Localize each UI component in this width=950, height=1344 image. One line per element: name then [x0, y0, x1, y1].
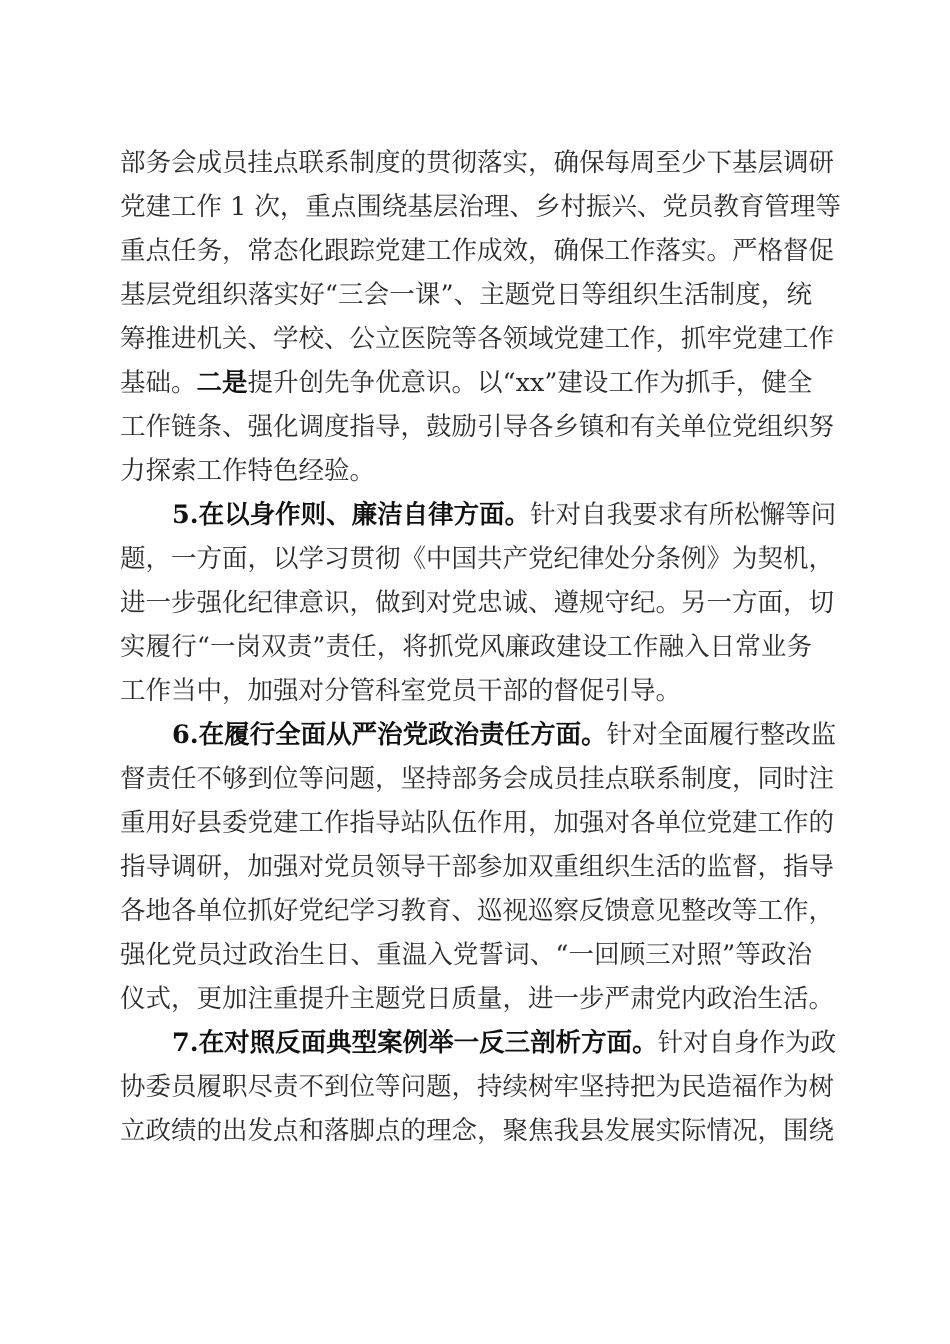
- paragraph-2-line: [120, 493, 837, 537]
- paragraph-1-line: [120, 449, 812, 493]
- body-text: 指导调研，加强对党员领导干部参加双重组织生活的监督，指导: [120, 852, 835, 882]
- body-text: 部务会成员挂点联系制度的贯彻落实，确保每周至少下基层调研: [120, 148, 835, 178]
- body-text: 提升创先争优意识。以“xx”建设工作为抓手，健全: [247, 368, 813, 398]
- body-text: 题，一方面，以学习贯彻《中国共产党纪律处分条例》为契机，: [120, 544, 835, 574]
- paragraph-1-line: [120, 405, 835, 449]
- body-text: 工作当中，加强对分管科室党员干部的督促引导。: [120, 676, 682, 706]
- body-text: 协委员履职尽责不到位等问题，持续树牢坚持把为民造福作为树: [120, 1072, 835, 1102]
- body-text: 进一步强化纪律意识，做到对党忠诚、遵规守纪。另一方面，切: [120, 588, 835, 618]
- body-text: 各地各单位抓好党纪学习教育、巡视巡察反馈意见整改等工作，: [120, 896, 835, 926]
- paragraph-3-line: [120, 845, 835, 889]
- body-text: 立政绩的出发点和落脚点的理念，聚焦我县发展实际情况，围绕: [120, 1116, 835, 1146]
- paragraph-3-line: [120, 933, 812, 977]
- body-text: 强化党员过政治生日、重温入党誓词、“一回顾三对照”等政治: [120, 940, 812, 970]
- body-text: 党建工作 1 次，重点围绕基层治理、乡村振兴、党员教育管理等: [120, 192, 841, 222]
- paragraph-1-line: [120, 317, 835, 361]
- body-text: 针对自身作为政: [657, 1028, 837, 1058]
- body-text: 实履行“一岗双责”责任，将抓党风廉政建设工作融入日常业务: [120, 632, 812, 662]
- body-text: 力探索工作特色经验。: [120, 456, 376, 486]
- body-text: 仪式，更加注重提升主题党日质量，进一步严肃党内政治生活。: [120, 984, 835, 1014]
- body-text: 针对自我要求有所松懈等问: [530, 500, 837, 530]
- body-text: 针对全面履行整改监: [606, 720, 837, 750]
- paragraph-4-line: [120, 1109, 835, 1153]
- body-text: 重用好县委党建工作指导站队伍作用，加强对各单位党建工作的: [120, 808, 835, 838]
- paragraph-1-line: [120, 185, 841, 229]
- paragraph-2-line: [120, 669, 812, 713]
- paragraph-1-line: [120, 229, 835, 273]
- paragraph-1-line: [120, 361, 812, 405]
- document-body: [120, 141, 841, 1153]
- body-text: 基层党组织落实好“三会一课”、主题党日等组织生活制度，统: [120, 280, 812, 310]
- body-text: 筹推进机关、学校、公立医院等各领域党建工作，抓牢党建工作: [120, 324, 835, 354]
- paragraph-1-line: [120, 141, 835, 185]
- paragraph-3-line: [120, 977, 835, 1021]
- bold-heading-text: 7.在对照反面典型案例举一反三剖析方面。: [172, 1028, 658, 1058]
- bold-heading-text: 5.在以身作则、廉洁自律方面。: [172, 500, 531, 530]
- paragraph-1-line: [120, 273, 812, 317]
- paragraph-3-line: [120, 889, 835, 933]
- body-text: 基础。: [120, 368, 197, 398]
- paragraph-4-line: [120, 1021, 837, 1065]
- bold-heading-text: 6.在履行全面从严治党政治责任方面。: [172, 720, 607, 750]
- paragraph-3-line: [120, 757, 835, 801]
- paragraph-2-line: [120, 625, 812, 669]
- bold-heading-text: 二是: [196, 368, 248, 398]
- paragraph-2-line: [120, 581, 835, 625]
- paragraph-2-line: [120, 537, 835, 581]
- paragraph-4-line: [120, 1065, 835, 1109]
- body-text: 工作链条、强化调度指导，鼓励引导各乡镇和有关单位党组织努: [120, 412, 835, 442]
- body-text: 督责任不够到位等问题，坚持部务会成员挂点联系制度，同时注: [120, 764, 835, 794]
- paragraph-3-line: [120, 801, 835, 845]
- body-text: 重点任务，常态化跟踪党建工作成效，确保工作落实。严格督促: [120, 236, 835, 266]
- paragraph-3-line: [120, 713, 837, 757]
